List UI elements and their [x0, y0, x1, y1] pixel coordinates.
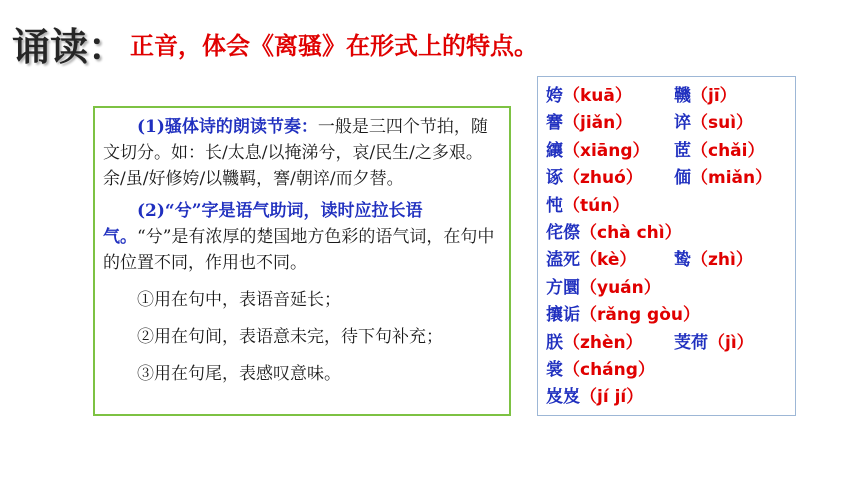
- pronunciation-row: [546, 165, 795, 192]
- pronunciation-entry: [546, 138, 674, 165]
- pronunciation-entry: [674, 330, 754, 357]
- xi-usage-item: ①用在句中，表语音延长；: [137, 290, 341, 310]
- rhythm-paragraph: [103, 114, 503, 192]
- pinyin: （jí jí）: [580, 387, 644, 408]
- pronunciation-row: [546, 330, 795, 357]
- pronunciation-entry: [674, 165, 772, 192]
- character: 纕: [546, 140, 563, 161]
- character: 方圜: [546, 277, 580, 298]
- pronunciation-entry: [546, 220, 682, 247]
- pronunciation-row: [546, 247, 795, 274]
- character: 攘诟: [546, 305, 580, 326]
- pinyin: （chà chì）: [580, 222, 682, 243]
- character: 诼: [546, 168, 563, 189]
- pronunciation-panel: [537, 76, 796, 416]
- pronunciation-entry: [546, 110, 674, 137]
- character: 朕: [546, 332, 563, 353]
- pronunciation-row: [546, 138, 795, 165]
- pinyin: （chǎi）: [691, 140, 765, 161]
- pinyin: （tún）: [563, 195, 630, 216]
- character: 溘死: [546, 250, 580, 271]
- character: 忳: [546, 195, 563, 216]
- pinyin: （zhuó）: [563, 168, 643, 189]
- pronunciation-entry: [546, 247, 674, 274]
- pinyin: （kè）: [580, 250, 637, 271]
- character: 裳: [546, 359, 563, 380]
- pinyin: （jì）: [708, 332, 754, 353]
- pinyin: （yuán）: [580, 277, 661, 298]
- pronunciation-entry: [546, 302, 700, 329]
- character: 茝: [674, 140, 691, 161]
- pronunciation-row: [546, 110, 795, 137]
- pronunciation-row: [546, 83, 795, 110]
- pronunciation-entry: [546, 330, 674, 357]
- pinyin: （kuā）: [563, 86, 632, 106]
- character: 侘傺: [546, 222, 580, 243]
- pinyin: （jī）: [691, 86, 737, 106]
- pronunciation-entry: [674, 138, 764, 165]
- pinyin: （zhèn）: [563, 332, 643, 353]
- character: 姱: [546, 86, 563, 106]
- pronunciation-entry: [546, 384, 643, 411]
- pronunciation-entry: [546, 193, 629, 220]
- character: 謇: [546, 113, 563, 134]
- xi-heading: (2)“兮”字是语气助词，读时应拉长语气。: [103, 201, 423, 247]
- pinyin: （rǎng gòu）: [580, 305, 700, 326]
- character: 鸷: [674, 250, 691, 271]
- pinyin: （miǎn）: [691, 168, 773, 189]
- character: 偭: [674, 168, 691, 189]
- xi-paragraph: [103, 198, 503, 276]
- pronunciation-entry: [546, 83, 674, 110]
- pronunciation-entry: [546, 357, 655, 384]
- pinyin: （jiǎn）: [563, 113, 633, 134]
- rhythm-heading: (1)骚体诗的朗读节奏：: [137, 117, 318, 137]
- pinyin: （zhì）: [691, 250, 753, 271]
- pinyin: （cháng）: [563, 359, 655, 380]
- rhythm-body: 一般是三四个节拍，随文切分。如：长/太息/以掩涕兮，哀/民生/之多艰。余/虽/好修姱/以鞿羁，謇/朝谇/而夕替。: [103, 117, 488, 189]
- reading-notes-panel: [93, 106, 511, 416]
- pronunciation-row: [546, 275, 795, 302]
- pronunciation-row: [546, 193, 795, 220]
- xi-usage-item: ②用在句间，表语意未完，待下句补充；: [137, 327, 443, 347]
- slide-title: [12, 16, 539, 69]
- title-lead: 诵读：: [12, 25, 127, 69]
- pronunciation-row: [546, 220, 795, 247]
- pronunciation-entry: [674, 110, 753, 137]
- pronunciation-entry: [674, 247, 753, 274]
- pronunciation-entry: [546, 275, 661, 302]
- pronunciation-entry: [674, 83, 737, 110]
- character: 鞿: [674, 86, 691, 106]
- pinyin: （suì）: [691, 113, 754, 134]
- pronunciation-row: [546, 357, 795, 384]
- pinyin: （xiāng）: [563, 140, 650, 161]
- xi-usage-item: ③用在句尾，表感叹意味。: [137, 364, 341, 384]
- pronunciation-row: [546, 384, 795, 411]
- character: 芰荷: [674, 332, 708, 353]
- pronunciation-entry: [546, 165, 674, 192]
- xi-body: “兮”是有浓厚的楚国地方色彩的语气词，在句中的位置不同，作用也不同。: [103, 227, 495, 273]
- title-subtitle: 正音，体会《离骚》在形式上的特点。: [130, 32, 539, 60]
- character: 岌岌: [546, 387, 580, 408]
- character: 谇: [674, 113, 691, 134]
- pronunciation-row: [546, 302, 795, 329]
